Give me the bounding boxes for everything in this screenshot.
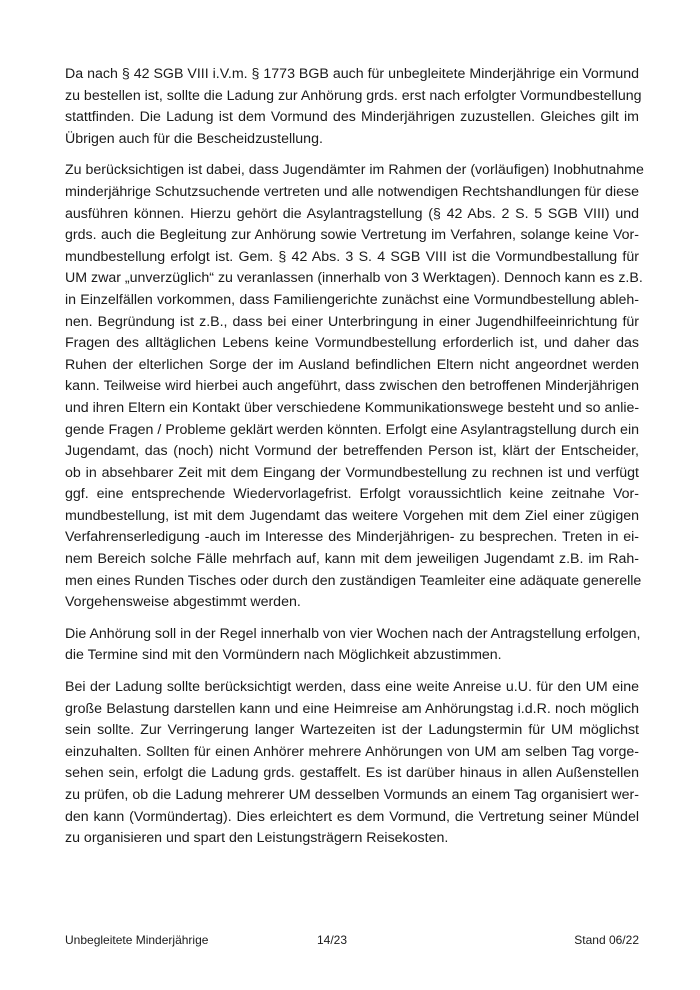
text-line: men eines Runden Tisches oder durch den zuständigen Teamleiter eine adäquate generelle — [65, 572, 642, 589]
text-line: nem Bereich solche Fälle mehrfach auf, kann mit dem jeweiligen Jugendamt z.B. im Rah- — [65, 551, 639, 568]
text-line: und ihren Eltern ein Kontakt über verschiedene Kommunikationswege besteht und so anlie- — [65, 399, 640, 416]
text-line: in Einzelfällen vorkommen, dass Familiengerichte zunächst eine Vormundbestellung ableh- — [65, 291, 639, 308]
text-line: sehen sein, erfolgt die Ladung grds. gestaffelt. Es ist darüber hinaus in allen Außenstellen — [65, 765, 639, 782]
text-line: grds. auch die Begleitung zur Anhörung sowie Vertretung im Verfahren, solange keine Vor- — [65, 227, 639, 244]
text-line: Die Anhörung soll in der Regel innerhalb von vier Wochen nach der Antragstellung erfolgen, — [65, 625, 641, 642]
text-line: Ruhen der elterlichen Sorge der im Ausland befindlichen Eltern nicht angeordnet werden — [65, 356, 639, 373]
text-line: die Termine sind mit den Vormündern nach Möglichkeit abzustimmen. — [65, 647, 502, 664]
document-body — [65, 64, 644, 860]
text-line: nen. Begründung ist z.B., dass bei einer Unterbringung in einer Jugendhilfeeinrichtung für — [65, 313, 639, 330]
page-footer — [65, 930, 639, 950]
text-line: kann. Teilweise wird hierbei auch angeführt, dass zwischen den betroffenen Minderjährigen — [65, 378, 639, 395]
text-line: stattfinden. Die Ladung ist dem Vormund des Minderjährigen zuzustellen. Gleiches gilt im — [65, 109, 639, 126]
footer-version-date: Stand 06/22 — [574, 933, 639, 947]
text-line: sein sollte. Zur Verringerung langer Wartezeiten ist der Ladungstermin für UM möglichst — [65, 722, 639, 739]
text-line: zu organisieren und spart den Leistungsträgern Reisekosten. — [65, 830, 449, 847]
paragraph — [65, 64, 642, 150]
text-line: Zu berücksichtigen ist dabei, dass Jugendämter im Rahmen der (vorläufigen) Inobhutnahme — [65, 162, 644, 179]
text-line: einzuhalten. Sollten für einen Anhörer mehrere Anhörungen von UM am selben Tag vorge- — [65, 743, 639, 760]
text-line: Da nach § 42 SGB VIII i.V.m. § 1773 BGB auch für unbegleitete Minderjährige ein Vormund — [65, 66, 639, 82]
text-line: große Belastung darstellen kann und eine Heimreise am Anhörungstag i.d.R. noch möglich — [65, 700, 639, 717]
text-line: Übrigen auch für die Bescheidzustellung. — [65, 130, 323, 147]
text-line: minderjährige Schutzsuchende vertreten und alle notwendigen Rechtshandlungen für diese — [65, 183, 639, 200]
text-line: zu prüfen, ob die Ladung mehrerer UM desselben Vormunds an einem Tag organisiert wer- — [65, 787, 639, 803]
text-line: mundbestellung erfolgt ist. Gem. § 42 Abs. 3 S. 4 SGB VIII ist die Vormundbestallung für — [65, 248, 639, 265]
paragraph — [65, 624, 639, 667]
text-line: ggf. eine entsprechende Wiedervorlagefrist. Erfolgt voraussichtlich keine zeitnahe Vor- — [65, 486, 639, 503]
text-line: Jugendamt, das (noch) nicht Vormund der betreffenden Person ist, klärt der Entscheider, — [65, 443, 639, 460]
text-line: UM zwar „unverzüglich“ zu veranlassen (innerhalb von 3 Werktagen). Dennoch kann es z.B. — [65, 270, 643, 287]
footer-document-title: Unbegleitete Minderjährige — [65, 933, 209, 947]
text-line: ob in absehbarer Zeit mit dem Eingang der Vormundbestellung zu rechnen ist und verfügt — [65, 464, 639, 481]
text-line: Verfahrenserledigung -auch im Interesse des Minderjährigen- zu besprechen. Treten in ei- — [65, 529, 639, 546]
text-line: den kann (Vormündertag). Dies erleichtert es dem Vormund, die Vertretung seiner Mündel — [65, 808, 639, 825]
text-line: Bei der Ladung sollte berücksichtigt werden, dass eine weite Anreise u.U. für den UM eine — [65, 679, 639, 696]
text-line: zu bestellen ist, sollte die Ladung zur Anhörung grds. erst nach erfolgter Vormundbestellung — [65, 87, 642, 104]
paragraph — [65, 160, 644, 613]
paragraph — [65, 677, 639, 850]
footer-page-number: 14/23 — [317, 933, 348, 947]
text-line: gende Fragen / Probleme geklärt werden könnten. Erfolgt eine Asylantragstellung durch ein — [65, 421, 639, 438]
text-line: ausführen können. Hierzu gehört die Asylantragstellung (§ 42 Abs. 2 S. 5 SGB VIII) und — [65, 205, 639, 222]
text-line: mundbestellung, ist mit dem Jugendamt das weitere Vorgehen mit dem Ziel einer zügigen — [65, 507, 639, 524]
text-line: Fragen des alltäglichen Lebens keine Vormundbestellung erforderlich ist, und daher das — [65, 335, 639, 352]
text-line: Vorgehensweise abgestimmt werden. — [65, 594, 301, 611]
